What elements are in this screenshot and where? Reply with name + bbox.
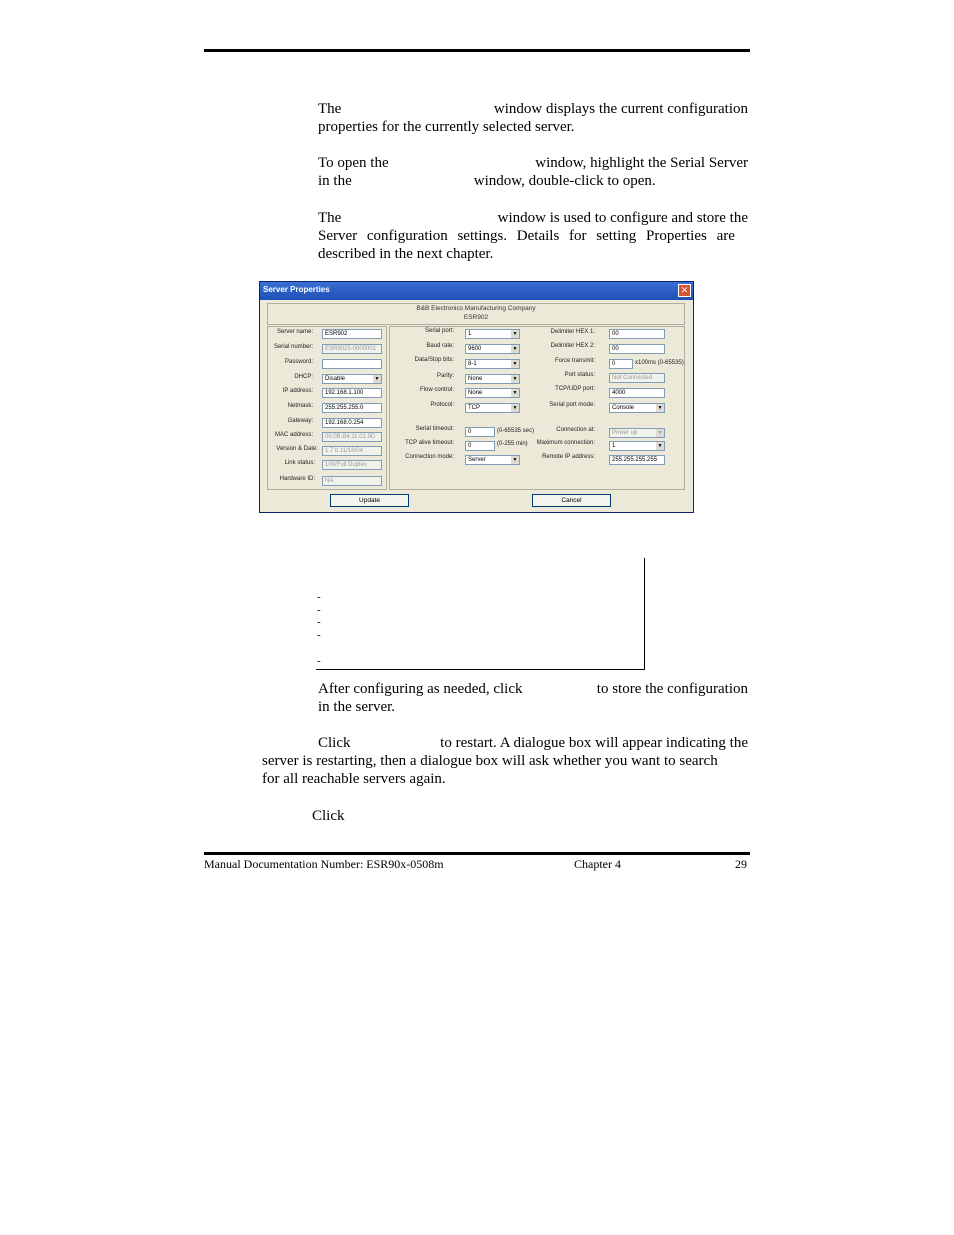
label-data-stop-bits: Data/Stop bits: bbox=[414, 357, 454, 363]
label-ip-address: IP address: bbox=[282, 388, 313, 394]
data-stop-bits-select[interactable] bbox=[465, 359, 520, 369]
label-parity: Parity: bbox=[436, 373, 454, 379]
label-remote-ip: Remote IP address: bbox=[542, 454, 595, 460]
serial-port-value: 1 bbox=[468, 331, 472, 337]
label-gateway: Gateway: bbox=[287, 418, 313, 424]
netmask-input[interactable]: 255.255.255.0 bbox=[322, 403, 382, 413]
cancel-button[interactable]: Cancel bbox=[532, 494, 611, 507]
header-rule bbox=[204, 49, 750, 52]
model-name: ESR902 bbox=[463, 314, 489, 321]
label-port-status: Port status: bbox=[564, 372, 595, 378]
max-connection-select[interactable] bbox=[609, 441, 665, 451]
company-header bbox=[267, 303, 685, 325]
text: The bbox=[318, 210, 342, 226]
link-status-field: 100/Full Duplex bbox=[322, 460, 382, 470]
label-flow-control: Flow control: bbox=[419, 387, 454, 393]
chevron-down-icon[interactable]: ▼ bbox=[512, 390, 518, 396]
text: After configuring as needed, click bbox=[318, 681, 523, 697]
label-dhcp: DHCP: bbox=[294, 374, 313, 380]
tcp-alive-unit: (0-255 min) bbox=[497, 441, 528, 447]
label-link-status: Link status: bbox=[284, 460, 315, 466]
dialog-title: Server Properties bbox=[263, 285, 330, 294]
label-password: Password: bbox=[284, 359, 313, 365]
force-transmit-input[interactable]: 0 bbox=[609, 359, 633, 369]
serial-port-mode-select[interactable] bbox=[609, 403, 665, 413]
connection-at-select bbox=[609, 428, 665, 438]
paragraph-update bbox=[318, 680, 748, 716]
list-dash: - bbox=[317, 591, 321, 603]
footer-doc-number: Manual Documentation Number: ESR90x-0508m bbox=[204, 857, 444, 871]
protocol-select[interactable] bbox=[465, 403, 520, 413]
text: in the bbox=[318, 173, 352, 189]
footer-page-number: 29 bbox=[735, 857, 747, 871]
tcp-udp-port-input[interactable]: 4000 bbox=[609, 388, 665, 398]
text: in the server. bbox=[318, 699, 396, 715]
chevron-down-icon: ▼ bbox=[657, 430, 663, 436]
paragraph-click bbox=[312, 807, 512, 825]
connection-mode-value: Server bbox=[468, 457, 486, 463]
text: for all reachable servers again. bbox=[262, 771, 446, 787]
footer-rule bbox=[204, 852, 750, 855]
company-name: B&B Electronics Manufacturing Company bbox=[416, 305, 536, 312]
data-stop-bits-value: 8-1 bbox=[468, 361, 477, 367]
label-baud-rate: Baud rate: bbox=[426, 343, 454, 349]
text: window, double-click to open. bbox=[473, 173, 656, 189]
serial-number-field: ESR9025-0000001 bbox=[322, 344, 382, 354]
dhcp-value: Disable bbox=[325, 376, 346, 382]
text: to store the configuration bbox=[596, 681, 748, 697]
chevron-down-icon[interactable]: ▼ bbox=[512, 331, 518, 337]
list-dash: - bbox=[317, 616, 321, 628]
label-serial-port-mode: Serial port mode: bbox=[549, 402, 595, 408]
force-transmit-unit: x100ms (0-65535) bbox=[635, 360, 684, 366]
chevron-down-icon[interactable]: ▼ bbox=[374, 376, 380, 382]
server-name-input[interactable]: ESR902 bbox=[322, 329, 382, 339]
text: window displays the current configuration bbox=[493, 101, 748, 117]
label-tcp-alive-timeout: TCP alive timeout: bbox=[405, 440, 454, 446]
paragraph-open bbox=[318, 154, 748, 190]
text: To open the bbox=[318, 155, 389, 171]
text: window, highlight the Serial Server bbox=[535, 155, 748, 171]
port-status-field: Not Connected bbox=[609, 373, 665, 383]
gateway-input[interactable]: 192.168.0.254 bbox=[322, 418, 382, 428]
serial-port-select[interactable] bbox=[465, 329, 520, 339]
mac-address-field: 00.0B.B4.11.01.9D bbox=[322, 432, 382, 442]
tcp-alive-timeout-input[interactable]: 0 bbox=[465, 441, 495, 451]
chevron-down-icon[interactable]: ▼ bbox=[512, 346, 518, 352]
list-dash: - bbox=[317, 604, 321, 616]
chevron-down-icon[interactable]: ▼ bbox=[512, 376, 518, 382]
paragraph-configure bbox=[318, 209, 748, 263]
remote-ip-input[interactable]: 255.255.255.255 bbox=[609, 455, 665, 465]
label-connection-mode: Connection mode: bbox=[405, 454, 454, 460]
bracket-box bbox=[316, 558, 645, 670]
label-netmask: Netmask: bbox=[287, 403, 313, 409]
dialog-titlebar bbox=[260, 282, 693, 300]
delimiter-2-input[interactable]: 00 bbox=[609, 344, 665, 354]
chevron-down-icon[interactable]: ▼ bbox=[512, 405, 518, 411]
label-tcp-udp-port: TCP/UDP port: bbox=[555, 386, 595, 392]
flow-control-select[interactable] bbox=[465, 388, 520, 398]
label-serial-number: Serial number: bbox=[273, 344, 313, 350]
label-version-date: Version & Date: bbox=[276, 446, 318, 452]
label-connection-at: Connection at: bbox=[556, 427, 595, 433]
parity-value: None bbox=[468, 376, 483, 382]
dhcp-select[interactable] bbox=[322, 374, 382, 384]
text: described in the next chapter. bbox=[318, 246, 494, 262]
text: to restart. A dialogue box will appear indicating the bbox=[440, 735, 748, 751]
label-serial-timeout: Serial timeout: bbox=[415, 426, 454, 432]
label-serial-port: Serial port: bbox=[424, 328, 454, 334]
label-server-name: Server name: bbox=[276, 329, 313, 335]
text: server is restarting, then a dialogue box will ask whether you want to search bbox=[262, 753, 718, 769]
label-force-transmit: Force transmit: bbox=[554, 358, 595, 364]
chevron-down-icon[interactable]: ▼ bbox=[512, 457, 518, 463]
hardware-id-field: NA bbox=[322, 476, 382, 486]
label-protocol: Protocol: bbox=[430, 402, 454, 408]
max-connection-value: 1 bbox=[612, 443, 616, 449]
label-delimiter-1: Delimiter HEX 1: bbox=[550, 329, 595, 335]
chevron-down-icon[interactable]: ▼ bbox=[512, 361, 518, 367]
paragraph-intro bbox=[318, 100, 748, 136]
connection-mode-select[interactable] bbox=[465, 455, 520, 465]
text: Server configuration settings. Details for setting Properties are bbox=[318, 228, 735, 244]
list-dash: - bbox=[317, 655, 321, 667]
label-max-connection: Maximum connection: bbox=[536, 440, 595, 446]
protocol-value: TCP bbox=[468, 405, 480, 411]
text: Click bbox=[318, 735, 351, 751]
update-button[interactable]: Update bbox=[330, 494, 409, 507]
label-mac-address: MAC address: bbox=[274, 432, 313, 438]
serial-port-mode-value: Console bbox=[612, 405, 635, 411]
label-hardware-id: Hardware ID: bbox=[279, 476, 315, 482]
text: properties for the currently selected server. bbox=[318, 119, 575, 135]
label-delimiter-2: Delimiter HEX 2: bbox=[550, 343, 595, 349]
close-icon[interactable]: ✕ bbox=[678, 284, 691, 297]
list-dash: - bbox=[317, 629, 321, 641]
text: Click bbox=[312, 808, 345, 824]
version-date-field: 1.7 b.11/16/04 bbox=[322, 446, 382, 456]
server-properties-dialog bbox=[259, 281, 694, 513]
baud-rate-value: 9600 bbox=[468, 346, 482, 352]
chevron-down-icon[interactable]: ▼ bbox=[657, 443, 663, 449]
serial-timeout-input[interactable]: 0 bbox=[465, 427, 495, 437]
flow-control-value: None bbox=[468, 390, 483, 396]
paragraph-restart bbox=[262, 734, 748, 788]
parity-select[interactable] bbox=[465, 374, 520, 384]
chevron-down-icon[interactable]: ▼ bbox=[657, 405, 663, 411]
ip-address-input[interactable]: 192.168.1.100 bbox=[322, 388, 382, 398]
baud-rate-select[interactable] bbox=[465, 344, 520, 354]
text: The bbox=[318, 101, 342, 117]
footer-chapter: Chapter 4 bbox=[574, 857, 621, 871]
text: window is used to configure and store the bbox=[497, 210, 748, 226]
connection-at-value: Power up bbox=[612, 430, 638, 436]
delimiter-1-input[interactable]: 00 bbox=[609, 329, 665, 339]
password-input[interactable] bbox=[322, 359, 382, 369]
serial-timeout-unit: (0-65535 sec) bbox=[497, 428, 535, 434]
